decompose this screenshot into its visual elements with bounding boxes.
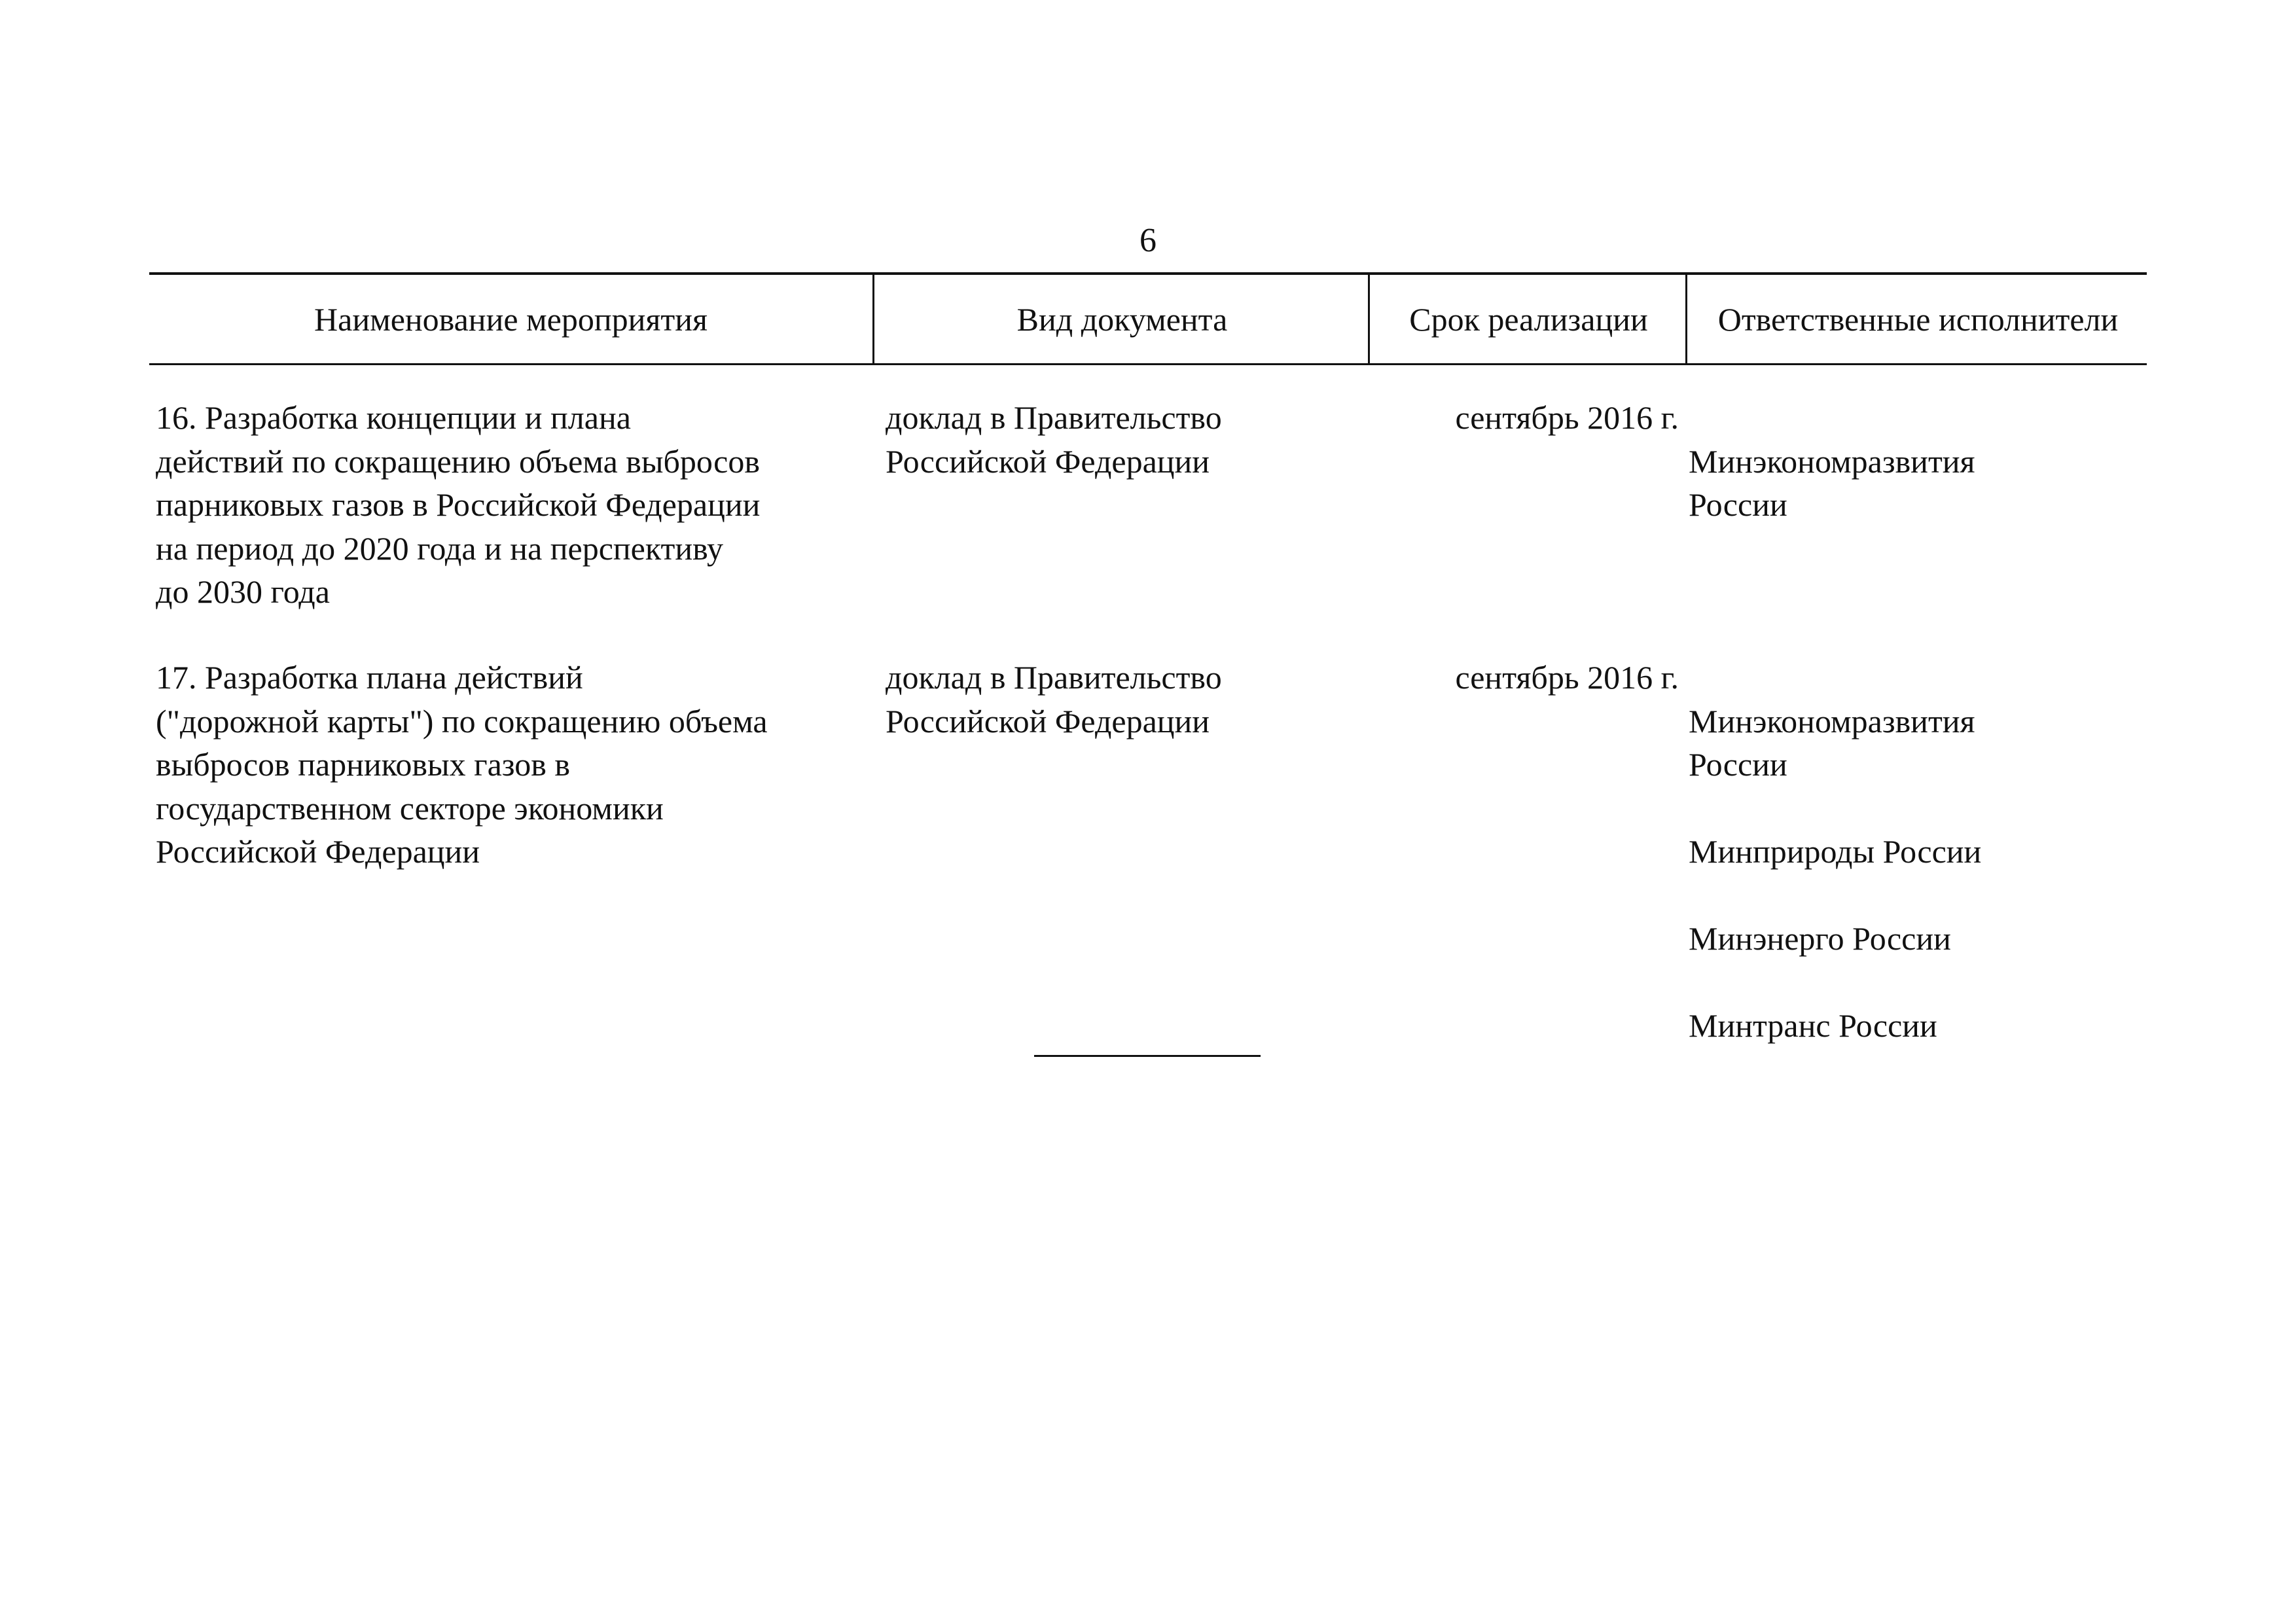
document-cell: доклад в Правительство Российской Федерации [886,659,1222,740]
responsible-entry: Минэкономразвития России [1689,702,1975,783]
responsible-cell [1689,656,2147,1091]
responsible-entry: Минтранс России [1689,1007,1937,1044]
document-cell: доклад в Правительство Российской Федерации [886,399,1222,480]
deadline-cell: сентябрь 2016 г. [1455,399,1679,436]
activity-cell: 16. Разработка концепции и плана действий по сокращению объема выбросов парниковых газов в Российской Федерации на период до 2020 года и на перспективу до 2030 года [156,399,761,610]
table-header [149,272,2147,365]
responsible-entry: Минэнерго России [1689,920,1951,957]
responsible-entry: Минприроды России [1689,833,1982,870]
header-deadline: Срок реализации [1368,275,1687,363]
deadline-cell: сентябрь 2016 г. [1455,659,1679,696]
header-activity-name: Наименование мероприятия [314,300,708,338]
activity-cell: 17. Разработка плана действий ("дорожной карты") по сокращению объема выбросов парниковых газов в государственном секторе экономики Российской Федерации [156,659,768,870]
page-number: 6 [1139,222,1157,259]
responsible-cell [1689,396,2147,570]
header-responsible: Ответственные исполнители [1685,275,2149,363]
responsible-entry: Минэкономразвития России [1689,442,1975,523]
activities-table [149,272,2147,365]
end-divider [1034,1055,1261,1057]
header-document-type: Вид документа [872,275,1370,363]
